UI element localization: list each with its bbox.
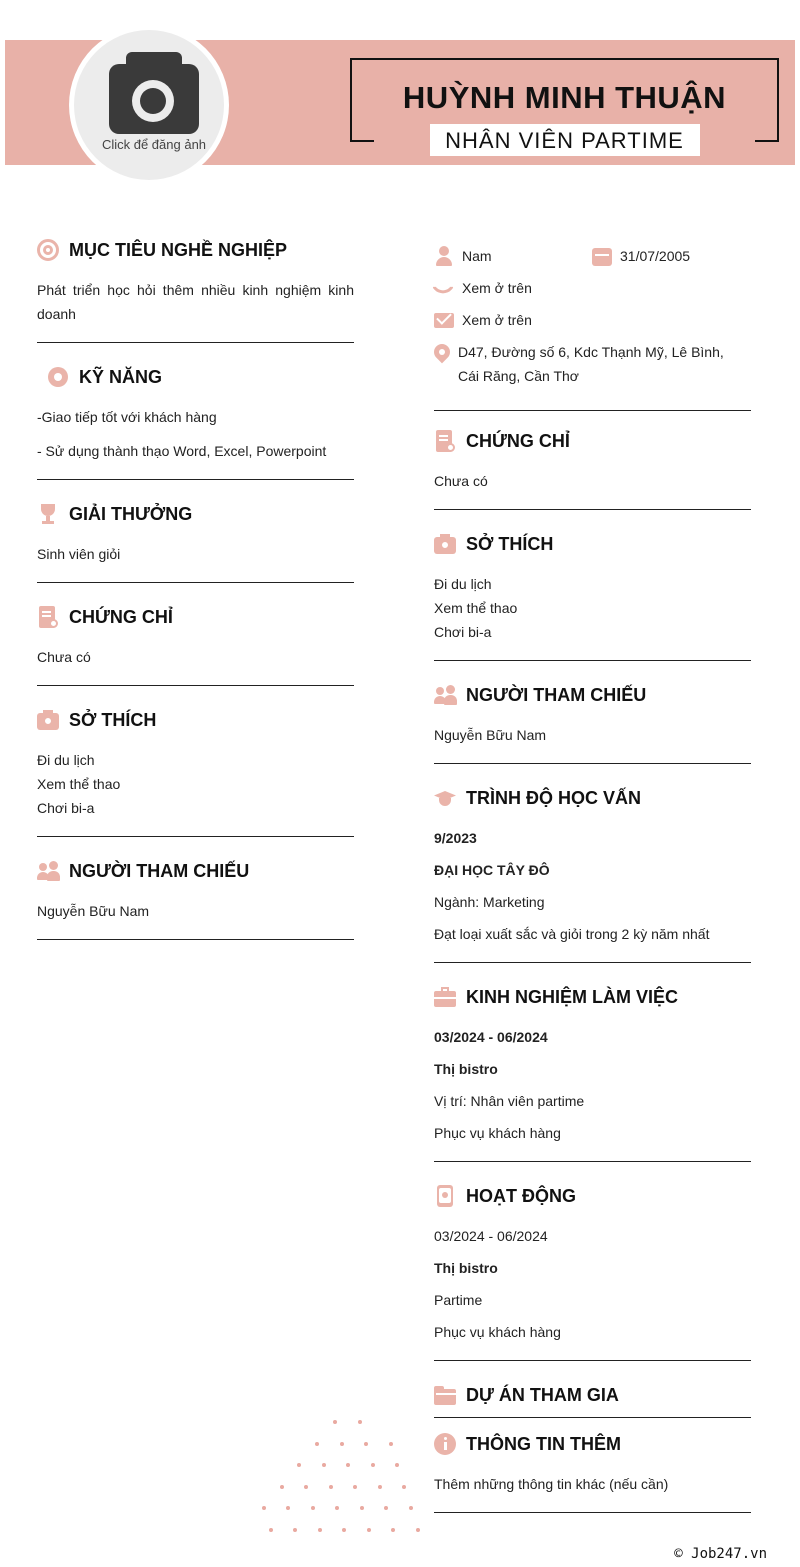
photo-placeholder[interactable] [74, 30, 224, 180]
decorative-dot [367, 1528, 371, 1532]
camera-small-icon [434, 533, 456, 555]
award-text[interactable]: Sinh viên giỏi [37, 546, 121, 562]
gear-icon [47, 366, 69, 388]
right-column [434, 240, 751, 1527]
decorative-dot [286, 1506, 290, 1510]
decorative-dot [378, 1485, 382, 1489]
reference-text[interactable]: Nguyễn Bữu Nam [37, 903, 150, 919]
photo-upload-label: Click để đăng ảnh [101, 137, 207, 152]
graduation-cap-icon [434, 787, 456, 809]
phone-value[interactable]: Xem ở trên [462, 280, 532, 296]
extra-info-section [434, 1424, 751, 1513]
decorative-dot [358, 1420, 362, 1424]
education-major[interactable]: Ngành: Marketing [434, 894, 545, 910]
photo-upload[interactable] [69, 25, 229, 185]
activity-date[interactable]: 03/2024 - 06/2024 [434, 1228, 548, 1244]
decorative-dot [315, 1442, 319, 1446]
decorative-dot [340, 1442, 344, 1446]
certificates-section-right [434, 421, 751, 510]
extra-info-text[interactable]: Thêm những thông tin khác (nếu cần) [434, 1476, 669, 1492]
trophy-icon [37, 503, 59, 525]
decorative-dot [297, 1463, 301, 1467]
decorative-dot [409, 1506, 413, 1510]
decorative-dot [333, 1420, 337, 1424]
objective-title: MỤC TIÊU NGHỀ NGHIỆP [69, 239, 288, 260]
people-icon [434, 684, 456, 706]
activity-role[interactable]: Partime [434, 1292, 483, 1308]
target-icon [37, 239, 59, 261]
certificate-icon [37, 606, 59, 628]
decorative-dots [245, 1418, 425, 1538]
experience-date[interactable]: 03/2024 - 06/2024 [434, 1029, 548, 1045]
hobby-item[interactable]: Đi du lịch [37, 752, 95, 768]
camera-small-icon [37, 709, 59, 731]
activities-title: HOẠT ĐỘNG [466, 1185, 576, 1206]
skill-item[interactable]: -Giao tiếp tốt với khách hàng [37, 409, 217, 425]
camera-lens-icon [132, 80, 174, 122]
decorative-dot [322, 1463, 326, 1467]
references-section-right [434, 675, 751, 764]
hobby-item[interactable]: Chơi bi-a [37, 800, 95, 816]
education-date[interactable]: 9/2023 [434, 830, 477, 846]
certificate-icon [434, 430, 456, 452]
decorative-dot [318, 1528, 322, 1532]
hobbies-title: SỞ THÍCH [466, 533, 554, 554]
education-section [434, 778, 751, 963]
calendar-icon [592, 246, 612, 266]
certificates-title: CHỨNG CHỈ [466, 430, 570, 451]
candidate-name[interactable]: HUỲNH MINH THUẬN [402, 80, 727, 115]
decorative-dot [293, 1528, 297, 1532]
certificate-text[interactable]: Chưa có [434, 473, 488, 489]
briefcase-icon [434, 986, 456, 1008]
email-icon [434, 310, 454, 330]
skill-item[interactable]: - Sử dụng thành thạo Word, Excel, Powerpoint [37, 443, 327, 459]
decorative-dot [311, 1506, 315, 1510]
hobbies-title: SỞ THÍCH [69, 709, 157, 730]
education-note[interactable]: Đạt loại xuất sắc và giỏi trong 2 kỳ năm nhất [434, 926, 710, 942]
dob-value[interactable]: 31/07/2005 [620, 248, 691, 264]
references-title: NGƯỜI THAM CHIẾU [466, 684, 647, 705]
reference-text[interactable]: Nguyễn Bữu Nam [434, 727, 547, 743]
activity-org[interactable]: Thị bistro [434, 1260, 498, 1276]
decorative-dot [402, 1485, 406, 1489]
location-icon [434, 344, 450, 364]
footer-brand: © Job247.vn [674, 1546, 767, 1562]
person-icon [434, 246, 454, 266]
decorative-dot [371, 1463, 375, 1467]
decorative-dot [360, 1506, 364, 1510]
activity-icon [434, 1185, 456, 1207]
decorative-dot [269, 1528, 273, 1532]
experience-desc[interactable]: Phục vụ khách hàng [434, 1125, 561, 1141]
phone-icon [434, 278, 454, 298]
activities-section [434, 1176, 751, 1361]
hobby-item[interactable]: Đi du lịch [434, 576, 492, 592]
activity-desc[interactable]: Phục vụ khách hàng [434, 1324, 561, 1340]
skills-title: KỸ NĂNG [79, 366, 163, 387]
decorative-dot [389, 1442, 393, 1446]
decorative-dot [391, 1528, 395, 1532]
references-section [37, 851, 354, 940]
decorative-dot [364, 1442, 368, 1446]
extra-info-title: THÔNG TIN THÊM [466, 1433, 621, 1454]
decorative-dot [395, 1463, 399, 1467]
contact-info [434, 240, 751, 411]
gender-value[interactable]: Nam [462, 248, 492, 264]
decorative-dot [342, 1528, 346, 1532]
education-title: TRÌNH ĐỘ HỌC VẤN [466, 787, 641, 808]
decorative-dot [329, 1485, 333, 1489]
skills-section [37, 357, 354, 480]
decorative-dot [335, 1506, 339, 1510]
hobbies-section-right [434, 524, 751, 661]
folder-icon [434, 1384, 456, 1406]
address-value[interactable]: D47, Đường số 6, Kdc Thạnh Mỹ, Lê Bình, Cái Răng, Cần Thơ [458, 344, 724, 384]
decorative-dot [262, 1506, 266, 1510]
hobbies-section [37, 700, 354, 837]
decorative-dot [416, 1528, 420, 1532]
experience-role[interactable]: Vị trí: Nhân viên partime [434, 1093, 585, 1109]
projects-title: DỰ ÁN THAM GIA [466, 1384, 619, 1405]
decorative-dot [353, 1485, 357, 1489]
experience-title: KINH NGHIỆM LÀM VIỆC [466, 986, 679, 1007]
left-column [37, 230, 354, 954]
awards-section [37, 494, 354, 583]
decorative-dot [346, 1463, 350, 1467]
awards-title: GIẢI THƯỞNG [69, 503, 193, 524]
hobby-item[interactable]: Chơi bi-a [434, 624, 492, 640]
email-value[interactable]: Xem ở trên [462, 312, 532, 328]
decorative-dot [280, 1485, 284, 1489]
experience-section [434, 977, 751, 1162]
certificates-title: CHỨNG CHỈ [69, 606, 173, 627]
hobby-item[interactable]: Xem thể thao [37, 776, 121, 792]
info-icon [434, 1433, 456, 1455]
hobby-item[interactable]: Xem thể thao [434, 600, 518, 616]
education-school[interactable]: ĐẠI HỌC TÂY ĐÔ [434, 862, 550, 878]
objective-text[interactable]: Phát triển học hỏi thêm nhiều kinh nghiệm kinh doanh [37, 282, 354, 322]
decorative-dot [384, 1506, 388, 1510]
people-icon [37, 860, 59, 882]
experience-company[interactable]: Thị bistro [434, 1061, 498, 1077]
certificates-section [37, 597, 354, 686]
name-box [350, 58, 779, 153]
certificate-text[interactable]: Chưa có [37, 649, 91, 665]
candidate-position[interactable]: NHÂN VIÊN PARTIME [445, 128, 684, 153]
projects-section [434, 1375, 751, 1418]
references-title: NGƯỜI THAM CHIẾU [69, 860, 250, 881]
objective-section [37, 230, 354, 343]
decorative-dot [304, 1485, 308, 1489]
